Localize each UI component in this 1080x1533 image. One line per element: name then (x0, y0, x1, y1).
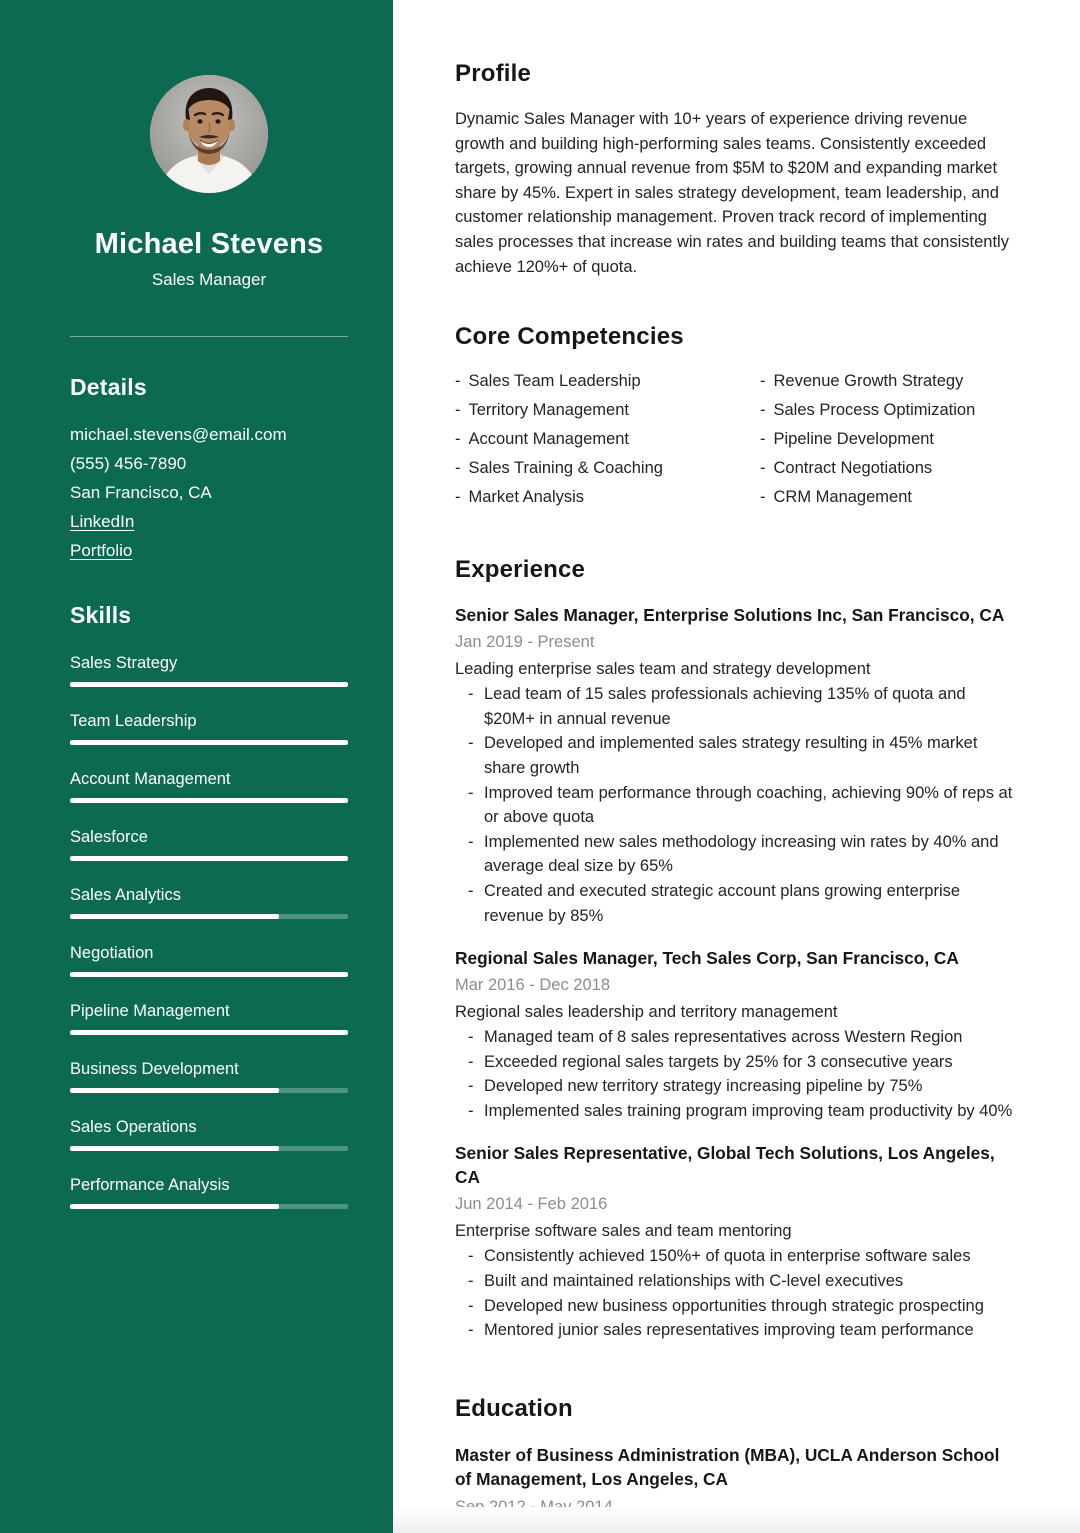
linkedin-link[interactable]: LinkedIn (70, 512, 135, 532)
skill-item (70, 1175, 348, 1209)
skill-label: Sales Operations (70, 1118, 197, 1137)
job-bullet-list (455, 682, 1015, 928)
portfolio-link[interactable]: Portfolio (70, 541, 133, 561)
skill-bar-fill (70, 1088, 279, 1093)
competencies-left-column (455, 367, 760, 512)
job-bullet: - Lead team of 15 sales professionals achieving 135% of quota and $20M+ in annual revenue (455, 682, 1015, 731)
skill-bar-fill (70, 1030, 348, 1035)
phone-text: (555) 456-7890 (70, 454, 187, 474)
sidebar (0, 0, 393, 1533)
skill-bar (70, 1146, 348, 1151)
experience-entry (455, 603, 1015, 928)
competency-item: - CRM Management (760, 483, 1015, 512)
skill-label: Salesforce (70, 828, 148, 847)
job-bullet: - Exceeded regional sales targets by 25% for 3 consecutive years (455, 1050, 1015, 1075)
profile-photo-image (150, 75, 268, 193)
job-summary: Enterprise software sales and team mentoring (455, 1222, 792, 1241)
skill-bar (70, 1088, 348, 1093)
job-bullet: - Improved team performance through coaching, achieving 90% of reps at or above quota (455, 781, 1015, 830)
job-bullet: - Developed and implemented sales strategy resulting in 45% market share growth (455, 731, 1015, 780)
skill-bar-fill (70, 798, 348, 803)
skill-bar-fill (70, 740, 348, 745)
profile-heading: Profile (455, 60, 532, 87)
experience-entry (455, 1141, 1015, 1342)
skill-item (70, 1059, 348, 1093)
job-title: Senior Sales Representative, Global Tech Solutions, Los Angeles, CA (455, 1143, 995, 1188)
core-competencies-heading: Core Competencies (455, 323, 684, 351)
skill-bar-fill (70, 972, 348, 977)
skill-label: Sales Analytics (70, 886, 181, 905)
competency-item: - Account Management (455, 425, 760, 454)
skill-label: Negotiation (70, 944, 154, 963)
competency-item: - Sales Training & Coaching (455, 454, 760, 483)
competency-item: - Contract Negotiations (760, 454, 1015, 483)
job-title: Regional Sales Manager, Tech Sales Corp, San Francisco, CA (455, 948, 959, 969)
skills-list (70, 653, 348, 1209)
education-heading: Education (455, 1394, 573, 1422)
experience-heading: Experience (455, 556, 586, 584)
experience-section (455, 556, 1015, 1343)
skill-item (70, 1001, 348, 1035)
job-bullet: - Managed team of 8 sales representatives across Western Region (455, 1025, 1015, 1050)
skill-item (70, 653, 348, 687)
competency-item: - Revenue Growth Strategy (760, 367, 1015, 396)
skill-bar-fill (70, 1146, 279, 1151)
education-degree: Master of Business Administration (MBA), UCLA Anderson School of Management, Los Angeles, CA (455, 1444, 1000, 1489)
education-section (455, 1395, 1015, 1519)
profile-section (455, 60, 1015, 279)
job-bullet-list (455, 1025, 1015, 1123)
skill-label: Sales Strategy (70, 654, 178, 673)
job-bullet: - Developed new business opportunities through strategic prospecting (455, 1294, 1015, 1319)
sidebar-divider (70, 336, 348, 337)
skill-label: Team Leadership (70, 712, 197, 731)
job-bullet: - Implemented new sales methodology increasing win rates by 40% and average deal size by 65% (455, 830, 1015, 879)
skill-bar-fill (70, 856, 348, 861)
profile-text: Dynamic Sales Manager with 10+ years of experience driving revenue growth and building high-performing sales teams. Consistently exceeded targets, growing annual revenue from $5M to $20M and expanding market share by 45%. Expert in sales strategy development, team leadership, and customer relationship management. Proven track record of implementing sales processes that increase win rates and building teams that consistently achieve 120%+ of quota. (455, 110, 1009, 276)
skill-item (70, 1117, 348, 1151)
competencies-grid (455, 367, 1015, 512)
contact-block (70, 420, 348, 565)
competencies-right-column (760, 367, 1015, 512)
skill-item (70, 885, 348, 919)
job-dates: Jan 2019 - Present (455, 633, 595, 652)
job-bullet: - Implemented sales training program improving team productivity by 40% (455, 1099, 1015, 1124)
competency-item: - Pipeline Development (760, 425, 1015, 454)
email-text: michael.stevens@email.com (70, 425, 287, 445)
skill-item (70, 943, 348, 977)
job-bullet-list (455, 1244, 1015, 1342)
skill-label: Business Development (70, 1060, 239, 1079)
skill-label: Performance Analysis (70, 1176, 230, 1195)
skill-bar-fill (70, 682, 348, 687)
skill-bar-fill (70, 1204, 279, 1209)
core-competencies-section (455, 323, 1015, 512)
candidate-title: Sales Manager (151, 270, 267, 290)
job-dates: Jun 2014 - Feb 2016 (455, 1195, 608, 1214)
skill-bar (70, 798, 348, 803)
page-bottom-edge (393, 1507, 1080, 1533)
job-bullet: - Mentored junior sales representatives improving team performance (455, 1318, 1015, 1343)
skill-label: Pipeline Management (70, 1002, 230, 1021)
skill-item (70, 711, 348, 745)
skill-item (70, 827, 348, 861)
skill-bar (70, 1030, 348, 1035)
skill-bar (70, 856, 348, 861)
job-bullet: - Developed new territory strategy increasing pipeline by 75% (455, 1074, 1015, 1099)
skill-bar (70, 682, 348, 687)
skill-label: Account Management (70, 770, 231, 789)
location-text: San Francisco, CA (70, 483, 212, 503)
main-content (393, 0, 1080, 1533)
skill-bar (70, 1204, 348, 1209)
experience-entry (455, 946, 1015, 1123)
competency-item: - Market Analysis (455, 483, 760, 512)
skill-item (70, 769, 348, 803)
skill-bar (70, 740, 348, 745)
competency-item: - Territory Management (455, 396, 760, 425)
job-bullet: - Built and maintained relationships with C-level executives (455, 1269, 1015, 1294)
skill-bar (70, 914, 348, 919)
profile-photo (150, 75, 268, 193)
job-summary: Regional sales leadership and territory management (455, 1003, 838, 1022)
candidate-name: Michael Stevens (94, 228, 324, 260)
competency-item: - Sales Team Leadership (455, 367, 760, 396)
job-title: Senior Sales Manager, Enterprise Solutions Inc, San Francisco, CA (455, 605, 1005, 626)
job-bullet: - Consistently achieved 150%+ of quota in enterprise software sales (455, 1244, 1015, 1269)
skills-heading: Skills (70, 602, 132, 629)
skill-bar-fill (70, 914, 279, 919)
competency-item: - Sales Process Optimization (760, 396, 1015, 425)
skill-bar (70, 972, 348, 977)
job-summary: Leading enterprise sales team and strategy development (455, 660, 871, 679)
details-heading: Details (70, 374, 147, 401)
job-dates: Mar 2016 - Dec 2018 (455, 976, 611, 995)
job-bullet: - Created and executed strategic account plans growing enterprise revenue by 85% (455, 879, 1015, 928)
